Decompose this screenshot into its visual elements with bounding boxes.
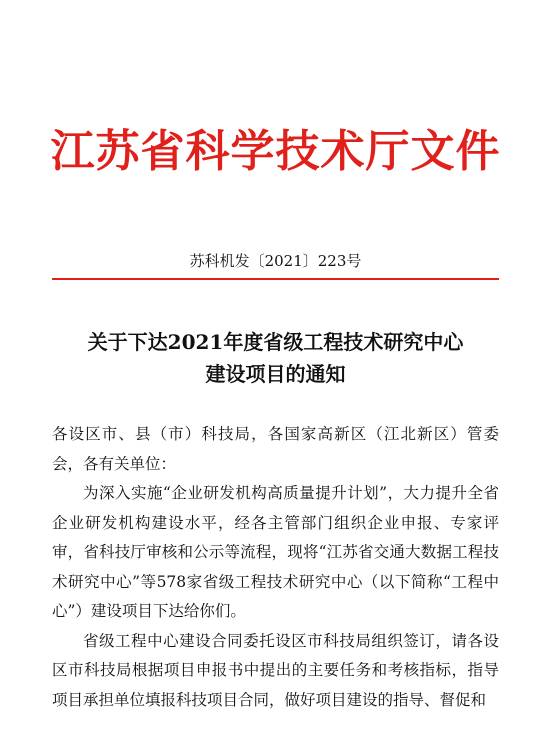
notice-title-line-2: 建设项目的通知 (205, 362, 346, 386)
salutation: 各设区市、县（市）科技局，各国家高新区（江北新区）管委会，各有关单位： (52, 425, 499, 473)
notice-title (0, 326, 551, 390)
body-paragraph-1: 为深入实施“企业研发机构高质量提升计划”，大力提升全省企业研发机构建设水平，经各主管部门组织企业申报、专家评审，省科技厅审核和公示等流程，现将“江苏省交通大数据工程技术研究中心”等578家省级工程技术研究中心（以下简称“工程中心”）建设项目下达给你们。 (52, 484, 499, 620)
red-divider-line (52, 278, 499, 280)
notice-title-line-1: 关于下达2021年度省级工程技术研究中心 (87, 330, 464, 354)
document-body (52, 420, 499, 715)
body-paragraph-2: 省级工程中心建设合同委托设区市科技局组织签订，请各设区市科技局根据项目申报书中提出的主要任务和考核指标，指导项目承担单位填报科技项目合同，做好项目建设的指导、督促和 (52, 631, 499, 709)
issuer-header-title: 江苏省科学技术厅文件 (50, 126, 501, 177)
document-number: 苏科机发〔2021〕223号 (189, 252, 362, 270)
